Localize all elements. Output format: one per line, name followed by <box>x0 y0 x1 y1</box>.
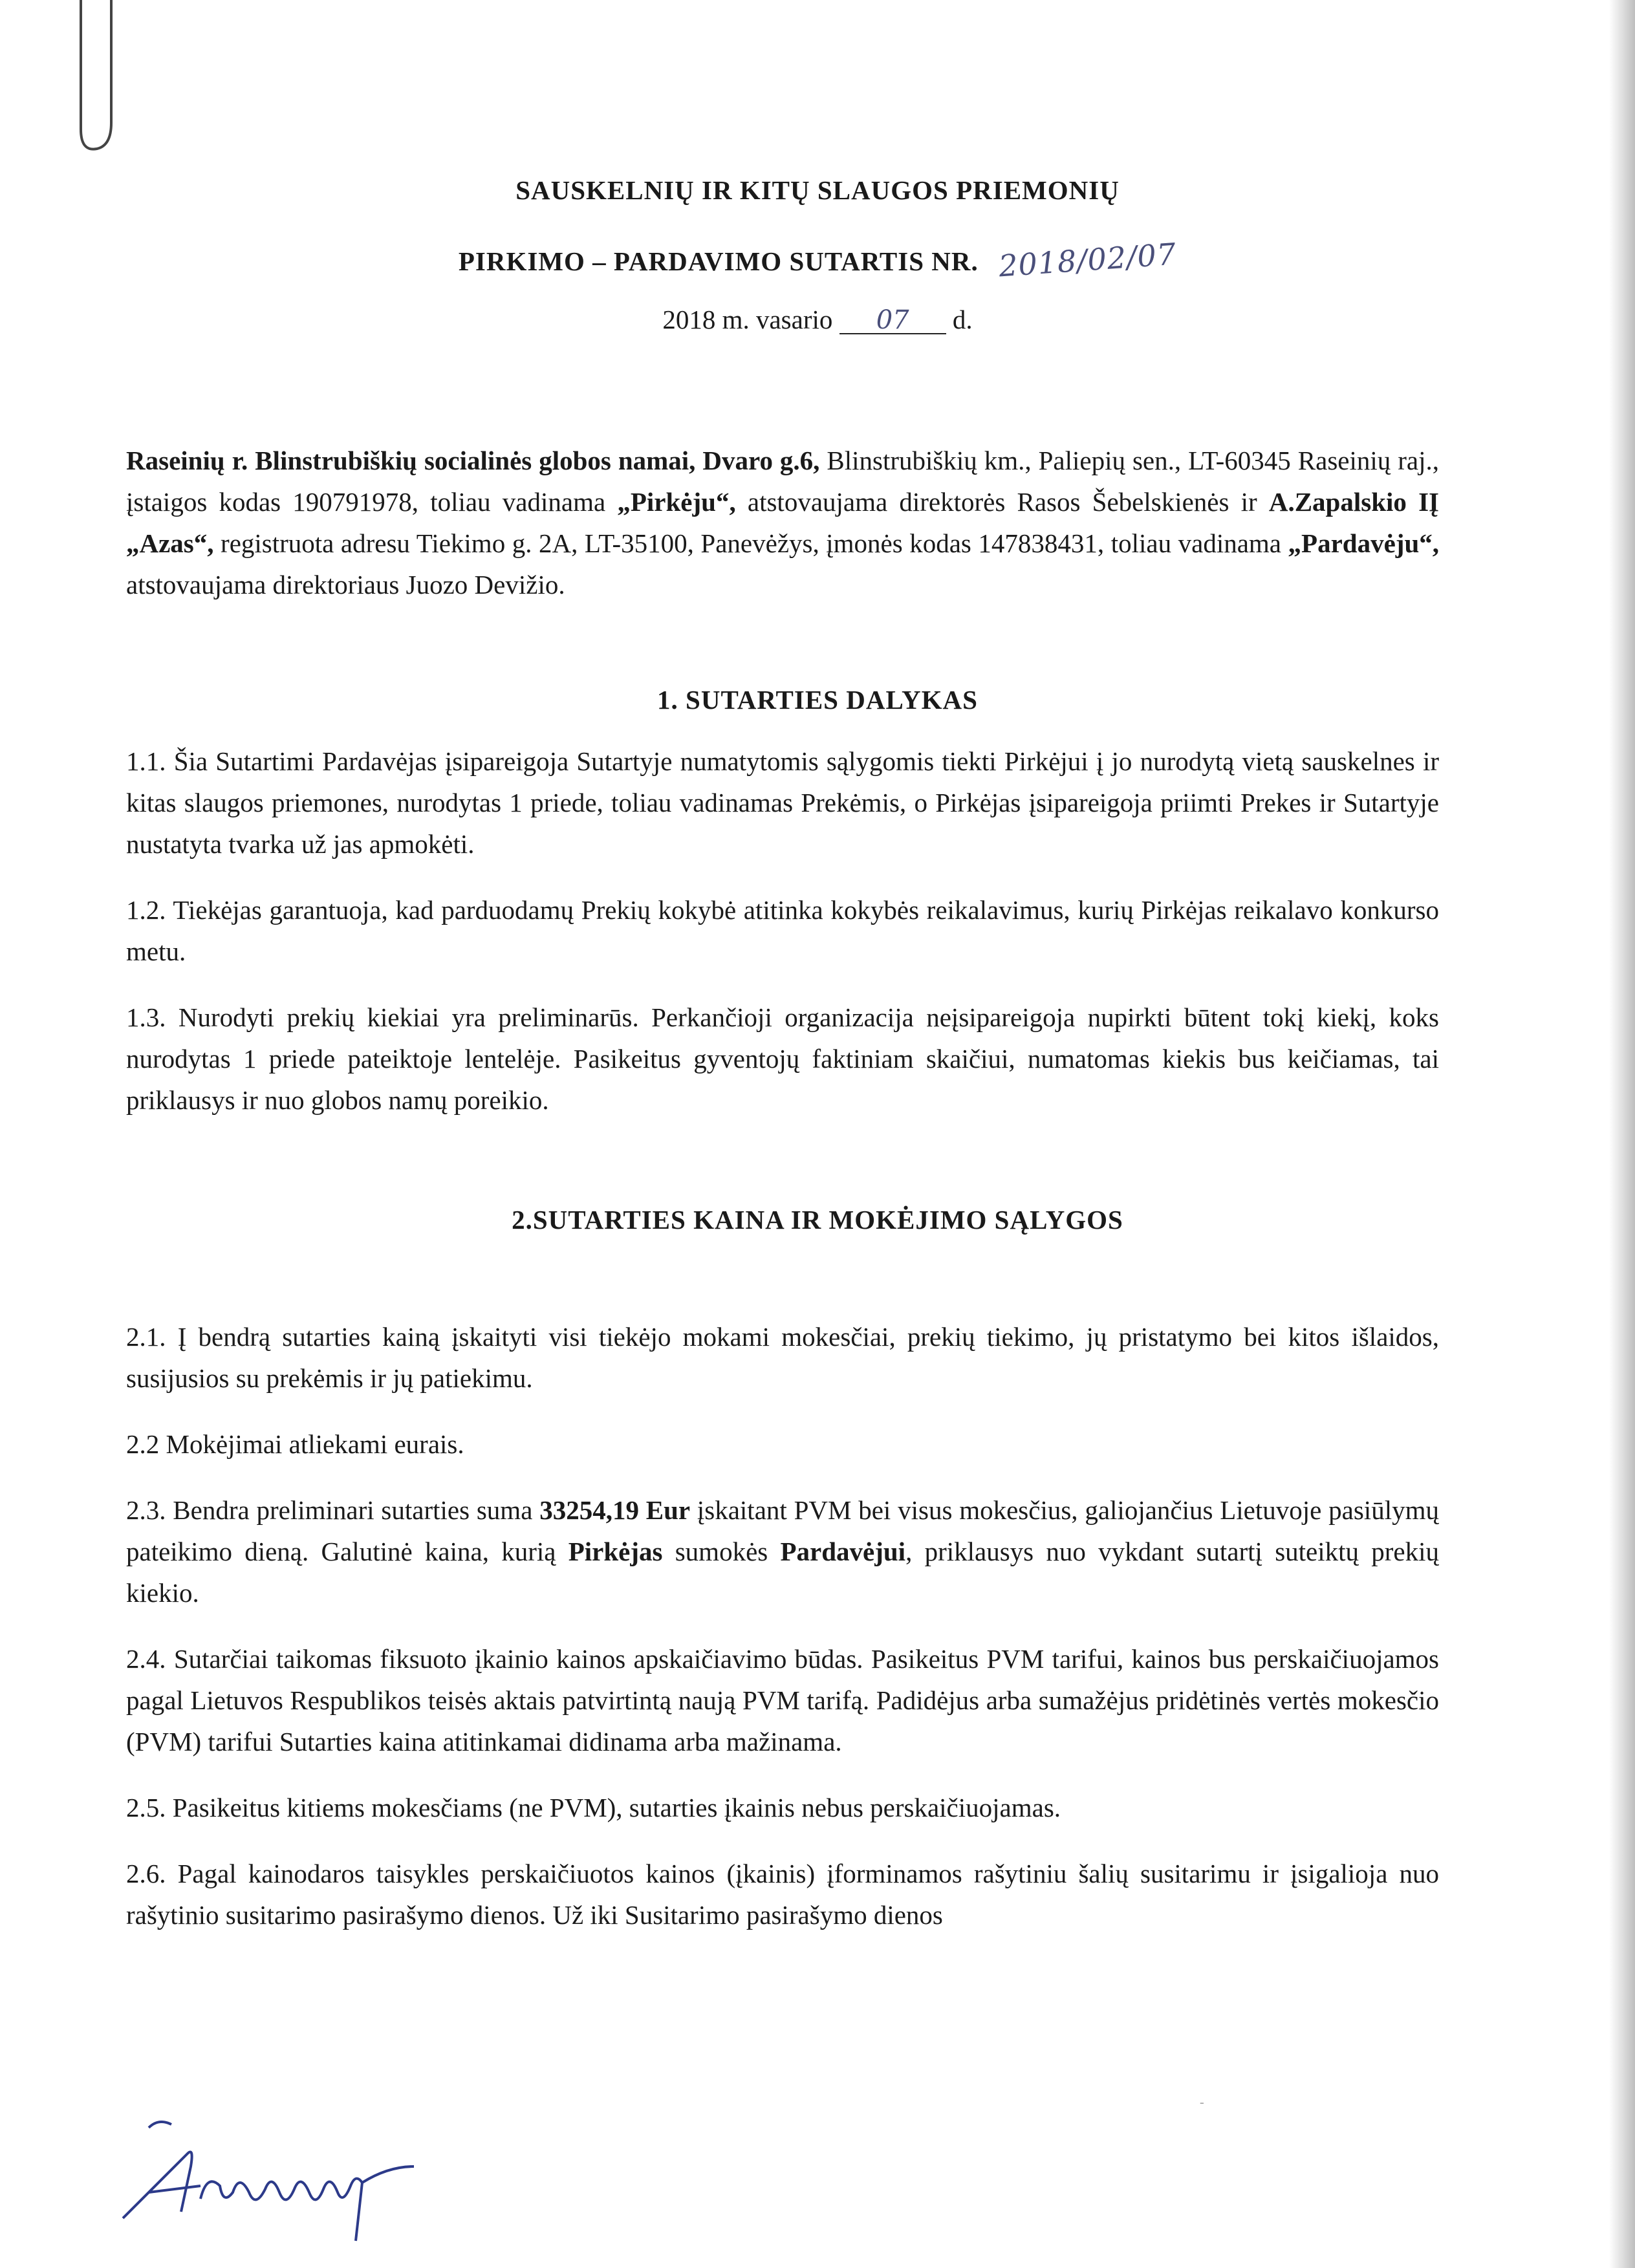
clause-2-2: 2.2 Mokėjimai atliekami eurais. <box>126 1429 464 1459</box>
clause-2-3-buyer: Pirkėjas <box>568 1537 663 1566</box>
clause-2-6: 2.6. Pagal kainodaros taisykles perskaičiuotos kainos (įkainis) įforminamos rašytiniu šalių susitarimu ir įsigalioja nuo rašytinio susitarimo pasirašymo dienos. Už iki Susitarimo pasirašymo dienos <box>126 1859 1439 1930</box>
date-prefix: 2018 m. vasario <box>662 305 833 334</box>
clause-2-3-text-d: , priklausys nuo vykdant sutartį suteiktų prekių kiekio. <box>126 1537 1440 1608</box>
section-2-heading: 2.SUTARTIES KAINA IR MOKĖJIMO SĄLYGOS <box>512 1205 1123 1235</box>
seller-name: A.Zapalskio IĮ „Azas“, <box>126 487 1439 558</box>
contract-sum: 33254,19 Eur <box>539 1495 691 1525</box>
clause-2-3-text-c: sumokės <box>662 1537 781 1566</box>
section-2-body <box>126 1316 1439 1960</box>
clause-1-3: 1.3. Nurodyti prekių kiekiai yra preliminarūs. Perkančioji organizacija neįsipareigoja nupirkti būtent tokį kiekį, koks nurodytas 1 priede pateiktoje lentelėje. Pasikeitus gyventojų faktiniam skaičiui, numatomas kiekis bus keičiamas, tai priklausys ir nuo globos namų poreikio. <box>126 1002 1439 1115</box>
handwritten-day: 07 <box>839 307 946 334</box>
intro-paragraph <box>126 440 1439 605</box>
buyer-name: Raseinių r. Blinstrubiškių socialinės globos namai, Dvaro g.6, <box>126 446 820 475</box>
section-1-heading: 1. SUTARTIES DALYKAS <box>657 685 978 715</box>
handwritten-contract-number: 2018/02/07 <box>997 236 1178 284</box>
title-line-1-text: SAUSKELNIŲ IR KITŲ SLAUGOS PRIEMONIŲ <box>515 175 1120 205</box>
intro-text-4: atstovaujama direktoriaus Juozo Devižio. <box>126 570 565 599</box>
contract-title-line-2 <box>0 236 1635 284</box>
intro-text-3: registruota adresu Tiekimo g. 2A, LT-35100, Panevėžys, įmonės kodas 147838431, toliau vadinama <box>213 528 1288 558</box>
page-edge-shadow <box>1609 0 1635 2268</box>
clause-2-1: 2.1. Į bendrą sutarties kainą įskaityti visi tiekėjo mokami mokesčiai, prekių tiekimo, jų pristatymo bei kitos išlaidos, susijusios su prekėmis ir jų patiekimu. <box>126 1322 1439 1393</box>
clause-2-3-seller: Pardavėjui <box>780 1537 906 1566</box>
intro-text-1: Blinstrubiškių km., Paliepių sen., LT-60345 Raseinių raj., įstaigos kodas 190791978, toliau vadinama <box>126 446 1439 517</box>
parties-intro <box>126 440 1439 605</box>
clause-1-1: 1.1. Šia Sutartimi Pardavėjas įsipareigoja Sutartyje numatytomis sąlygomis tiekti Pirkėjui į jo nurodytą vietą sauskelnes ir kitas slaugos priemones, nurodytas 1 priede, toliau vadinamas Prekėmis, o Pirkėjas įsipareigoja priimti Prekes ir Sutartyje nustatyta tvarka už jas apmokėti. <box>126 746 1439 859</box>
clause-2-4: 2.4. Sutarčiai taikomas fiksuoto įkainio kainos apskaičiavimo būdas. Pasikeitus PVM tarifui, kainos bus perskaičiuojamos pagal Lietuvos Respublikos teisės aktais patvirtintą naują PVM tarifą. Padidėjus arba sumažėjus pridėtinės vertės mokesčio (PVM) tarifui Sutarties kaina atitinkamai didinama arba mažinama. <box>126 1644 1439 1756</box>
contract-date <box>0 304 1635 335</box>
clause-2-5: 2.5. Pasikeitus kitiems mokesčiams (ne PVM), sutarties įkainis nebus perskaičiuojamas. <box>126 1793 1061 1822</box>
title-line-2-text: PIRKIMO – PARDAVIMO SUTARTIS NR. <box>458 246 979 276</box>
staple-mark <box>71 0 123 155</box>
contract-title-line-1 <box>0 175 1635 206</box>
clause-1-2: 1.2. Tiekėjas garantuoja, kad parduodamų Prekių kokybė atitinka kokybės reikalavimus, kurių Pirkėjas reikalavo konkurso metu. <box>126 895 1439 966</box>
clause-2-3 <box>126 1489 1439 1614</box>
handwritten-signature <box>110 2102 472 2244</box>
buyer-alias: „Pirkėju“, <box>617 487 736 517</box>
clause-2-3-text-b: įskaitant PVM bei visus mokesčius, galiojančius Lietuvoje pasiūlymų pateikimo dieną. Galutinė kaina, kurią <box>126 1495 1439 1566</box>
clause-2-3-text-a: 2.3. Bendra preliminari sutarties suma <box>126 1495 540 1525</box>
scan-speck: - <box>1200 2095 1204 2110</box>
intro-text-2: atstovaujama direktorės Rasos Šebelskienės ir <box>735 487 1269 517</box>
date-suffix: d. <box>952 305 973 334</box>
seller-alias: „Pardavėju“, <box>1288 528 1439 558</box>
section-1-body <box>126 740 1439 1145</box>
